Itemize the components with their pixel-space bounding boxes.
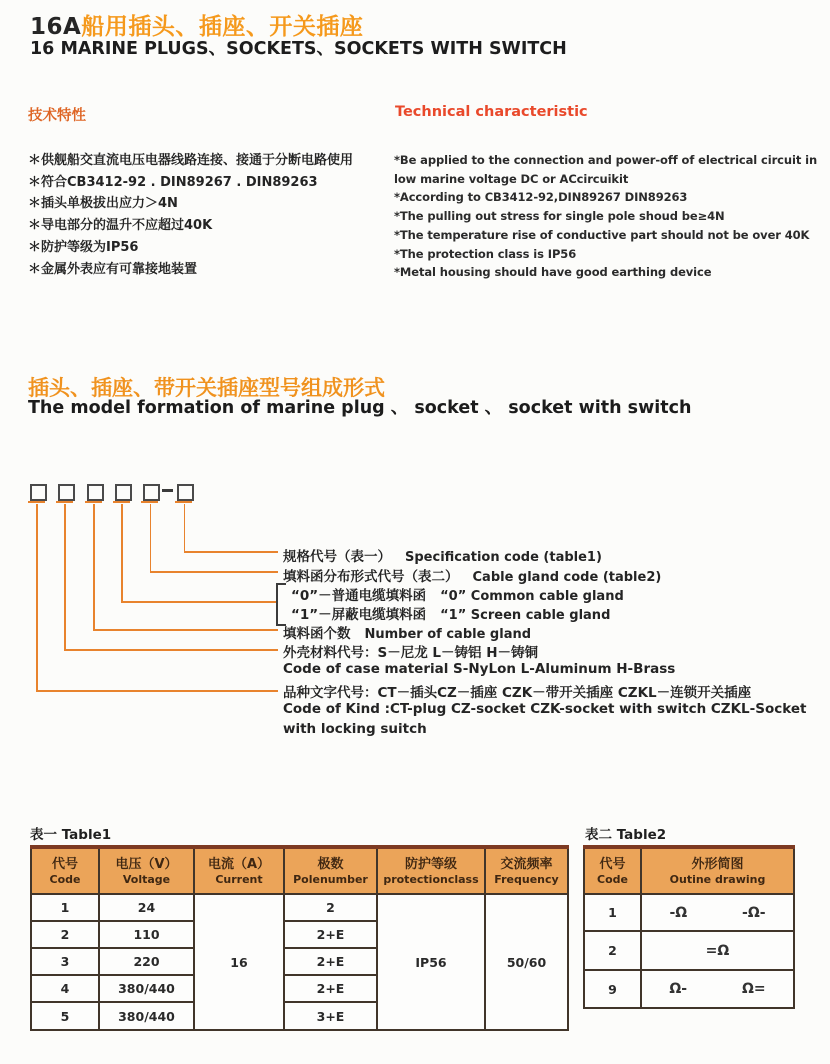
column-header-voltage: 电压（V） Voltage bbox=[99, 847, 194, 894]
tech-item-zh: ＊防护等级为IP56 bbox=[28, 239, 139, 255]
diagram-label-kind-en2: with locking suitch bbox=[283, 721, 427, 737]
tech-item-zh: ＊符合CB3412-92 . DIN89267 . DIN89263 bbox=[28, 174, 318, 190]
box-underline bbox=[175, 501, 192, 503]
model-code-box bbox=[177, 484, 194, 501]
box-underline bbox=[85, 501, 102, 503]
diagram-label-gland-number bbox=[283, 622, 531, 642]
diagram-label-material-zh: 外壳材料代号：S－尼龙 L－铸铝 H－铸铜 bbox=[283, 645, 539, 661]
cell-frequency-merged: 50/60 bbox=[485, 894, 568, 1030]
outline-drawing-glyph: Ω- bbox=[669, 981, 688, 997]
column-header-code: 代号 Code bbox=[584, 847, 641, 894]
model-code-box bbox=[58, 484, 75, 501]
page-title-prefix: 16A bbox=[30, 14, 82, 40]
tech-item-en: *Metal housing should have good earthing device bbox=[394, 265, 712, 280]
diagram-label-kind-en: Code of Kind :CT-plug CZ-socket CZK-socket with switch CZKL-Socket bbox=[283, 701, 807, 717]
tech-item-en: *Be applied to the connection and power-off of electrical circuit in low marine voltage DC or ACcircuikit bbox=[394, 153, 818, 186]
column-header-current: 电流（A） Current bbox=[194, 847, 284, 894]
cell-code: 9 bbox=[584, 970, 641, 1008]
column-header-outline-drawing: 外形简图 Outine drawing bbox=[641, 847, 794, 894]
cell-voltage: 380/440 bbox=[99, 975, 194, 1002]
tech-item-en: *The temperature rise of conductive part should not be over 40K bbox=[394, 227, 810, 242]
cell-code: 1 bbox=[31, 894, 99, 921]
column-header-protectionclass: 防护等级 protectionclass bbox=[377, 847, 485, 894]
connector-line bbox=[184, 504, 186, 551]
tech-list-en bbox=[394, 151, 818, 282]
model-section-heading-en: The model formation of marine plug 、 socket 、 socket with switch bbox=[28, 398, 692, 418]
connector-line bbox=[121, 504, 123, 601]
table1-header-row bbox=[31, 847, 568, 894]
label-en: “0” Common cable gland bbox=[440, 589, 624, 604]
cell-voltage: 220 bbox=[99, 948, 194, 975]
connector-line bbox=[64, 504, 66, 649]
table-row bbox=[31, 894, 568, 921]
cell-code: 5 bbox=[31, 1002, 99, 1030]
table2 bbox=[583, 845, 795, 1009]
cell-code: 1 bbox=[584, 894, 641, 931]
connector-line bbox=[36, 504, 38, 690]
cell-code: 2 bbox=[31, 921, 99, 948]
diagram-label-material-en: Code of case material S-NyLon L-Aluminum H-Brass bbox=[283, 661, 676, 677]
cell-code: 3 bbox=[31, 948, 99, 975]
box-underline bbox=[56, 501, 73, 503]
label-en: Cable gland code (table2) bbox=[472, 570, 662, 585]
box-underline bbox=[28, 501, 45, 503]
cell-polenumber: 2+E bbox=[284, 975, 377, 1002]
diagram-label-spec bbox=[283, 545, 602, 565]
box-underline bbox=[113, 501, 130, 503]
connector-line bbox=[121, 601, 276, 603]
connector-line bbox=[93, 504, 95, 629]
connector-line bbox=[36, 690, 278, 692]
tech-item-en: *According to CB3412-92,DIN89267 DIN89263 bbox=[394, 190, 688, 205]
model-dash bbox=[162, 489, 173, 492]
diagram-label-kind-zh: 品种文字代号：CT－插头CZ－插座 CZK－带开关插座 CZKL－连锁开关插座 bbox=[283, 685, 752, 701]
tech-item-en: *The pulling out stress for single pole shoud be≥4N bbox=[394, 209, 725, 224]
tech-item-zh: ＊导电部分的温升不应超过40K bbox=[28, 218, 213, 234]
outline-drawing-glyph: =Ω bbox=[705, 942, 730, 959]
cell-current-merged: 16 bbox=[194, 894, 284, 1030]
tech-item-zh: ＊供舰船交直流电压电器线路连接、接通于分断电路使用 bbox=[28, 153, 354, 168]
label-zh: 填料函分布形式代号（表二） bbox=[283, 569, 459, 585]
model-code-box bbox=[115, 484, 132, 501]
connector-line bbox=[184, 551, 278, 553]
connector-line bbox=[64, 649, 278, 651]
tech-heading-zh: 技术特性 bbox=[28, 108, 86, 124]
outline-drawing-glyph: Ω= bbox=[741, 981, 766, 997]
diagram-label-gland-code bbox=[283, 565, 661, 585]
table1-caption: 表一 Table1 bbox=[30, 827, 112, 843]
cell-code: 4 bbox=[31, 975, 99, 1002]
cell-polenumber: 2+E bbox=[284, 948, 377, 975]
tech-item-zh: ＊插头单极拔出应力＞4N bbox=[28, 196, 178, 212]
cell-voltage: 110 bbox=[99, 921, 194, 948]
table1 bbox=[30, 845, 569, 1031]
column-header-polenumber: 极数 Polenumber bbox=[284, 847, 377, 894]
label-zh: “1”－屏蔽电缆填料函 bbox=[291, 607, 427, 623]
model-code-box bbox=[143, 484, 160, 501]
table-row bbox=[584, 970, 794, 1008]
outline-drawing-glyph: -Ω- bbox=[742, 904, 766, 921]
column-header-frequency: 交流频率 Frequency bbox=[485, 847, 568, 894]
connector-line bbox=[93, 629, 278, 631]
connector-line bbox=[150, 571, 278, 573]
label-zh: “0”－普通电缆填料函 bbox=[291, 588, 427, 604]
table-row bbox=[584, 894, 794, 931]
cell-outline-drawing bbox=[641, 931, 794, 970]
cell-polenumber: 2 bbox=[284, 894, 377, 921]
table2-header-row bbox=[584, 847, 794, 894]
model-code-box bbox=[87, 484, 104, 501]
outline-drawing-glyph: -Ω bbox=[669, 904, 688, 921]
label-en: Specification code (table1) bbox=[405, 550, 602, 565]
label-en: “1” Screen cable gland bbox=[440, 608, 611, 623]
label-zh: 规格代号（表一） bbox=[283, 549, 391, 565]
cell-polenumber: 3+E bbox=[284, 1002, 377, 1030]
column-header-code: 代号 Code bbox=[31, 847, 99, 894]
label-zh: 填料函个数 bbox=[283, 626, 351, 642]
tech-heading-en: Technical characteristic bbox=[395, 104, 588, 120]
page-title-zh: 船用插头、插座、开关插座 bbox=[81, 14, 364, 40]
table-row bbox=[584, 931, 794, 970]
model-code-box bbox=[30, 484, 47, 501]
cell-voltage: 380/440 bbox=[99, 1002, 194, 1030]
cell-voltage: 24 bbox=[99, 894, 194, 921]
cell-outline-drawing bbox=[641, 894, 794, 931]
connector-line bbox=[150, 504, 152, 571]
cell-code: 2 bbox=[584, 931, 641, 970]
model-section-heading-zh: 插头、插座、带开关插座型号组成形式 bbox=[28, 376, 385, 400]
tech-item-en: *The protection class is IP56 bbox=[394, 246, 577, 261]
label-en: Number of cable gland bbox=[364, 627, 532, 642]
diagram-label-gland-0 bbox=[291, 584, 624, 604]
table2-caption: 表二 Table2 bbox=[585, 827, 667, 843]
cell-protection-merged: IP56 bbox=[377, 894, 485, 1030]
cell-outline-drawing bbox=[641, 970, 794, 1008]
page-subtitle: 16 MARINE PLUGS、SOCKETS、SOCKETS WITH SWITCH bbox=[30, 39, 567, 59]
tech-item-zh: ＊金属外表应有可靠接地装置 bbox=[28, 261, 198, 277]
box-underline bbox=[141, 501, 158, 503]
tech-list-zh bbox=[28, 150, 388, 280]
bracket bbox=[276, 583, 286, 626]
cell-polenumber: 2+E bbox=[284, 921, 377, 948]
diagram-label-gland-1 bbox=[291, 603, 610, 623]
